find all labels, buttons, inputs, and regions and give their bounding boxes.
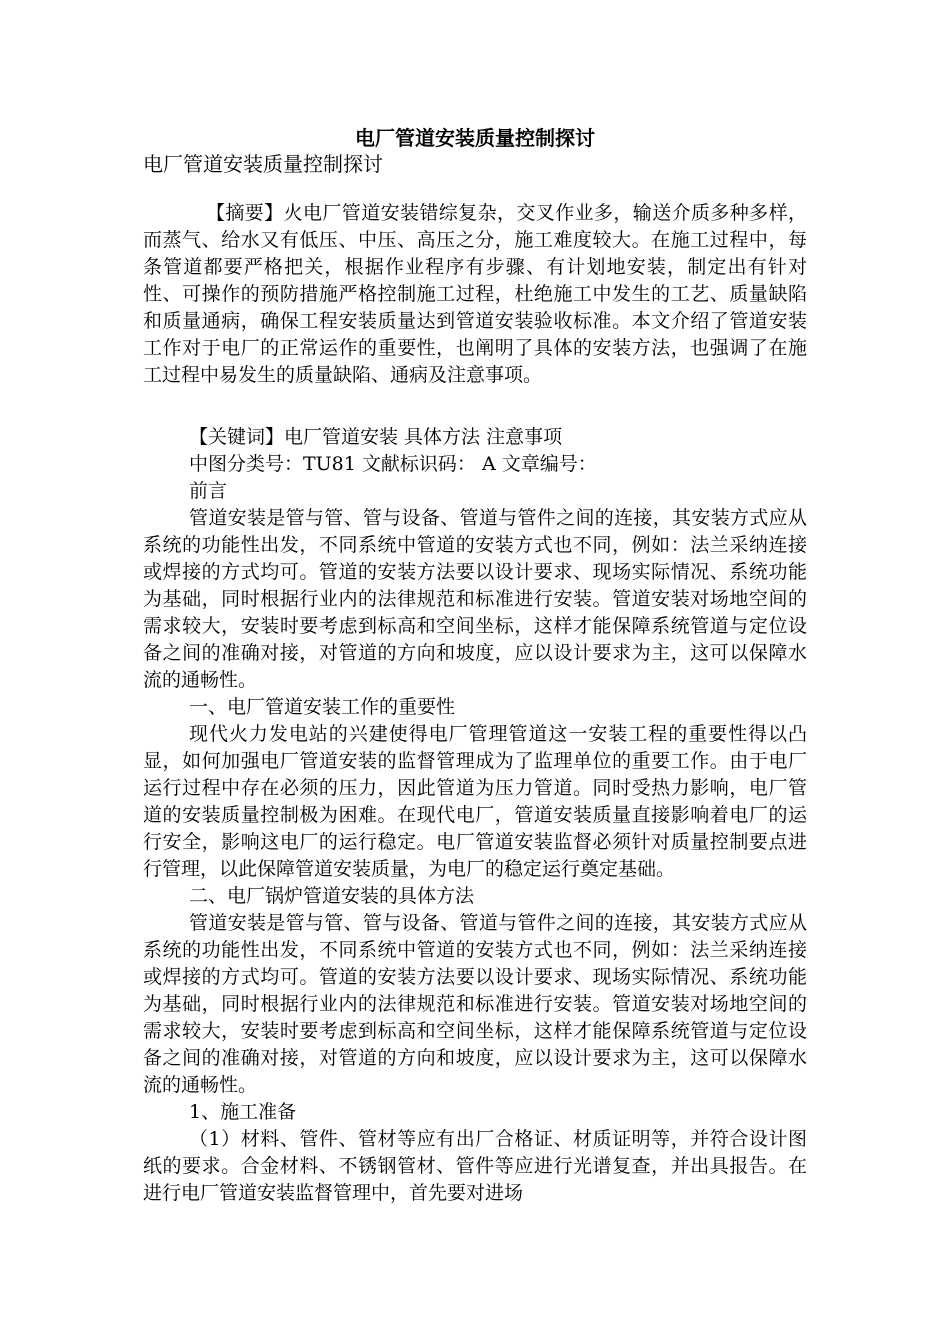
keywords-line: 【关键词】电厂管道安装 具体方法 注意事项 — [189, 426, 563, 448]
section1-paragraph: 现代火力发电站的兴建使得电厂管理管道这一安装工程的重要性得以凸显，如何加强电厂管道安装的监督管理成为了监理单位的重要工作。由于电厂运行过程中存在必须的压力，因此管道为压力管道。同时受热力影响，电厂管道的安装质量控制极为困难。在现代电厂，管道安装质量直接影响着电厂的运行安全，影响这电厂的运行稳定。电厂管道安装监督必须针对质量控制要点进行管理，以此保障管道安装质量，为电厂的稳定运行奠定基础。 — [143, 723, 807, 880]
abstract-paragraph: 【摘要】火电厂管道安装错综复杂，交叉作业多，输送介质多种多样，而蒸气、给水又有低压、中压、高压之分，施工难度较大。在施工过程中，每条管道都要严格把关，根据作业程序有步骤、有计划地安装，制定出有针对性、可操作的预防措施严格控制施工过程，杜绝施工中发生的工艺、质量缺陷和质量通病，确保工程安装质量达到管道安装验收标准。本文介绍了管道安装工作对于电厂的正常运作的重要性，也阐明了具体的安装方法，也强调了在施工过程中易发生的质量缺陷、通病及注意事项。 — [143, 202, 807, 386]
document-title: 电厂管道安装质量控制探讨 — [355, 126, 595, 150]
body-block — [143, 424, 807, 1207]
section2-heading: 二、电厂锅炉管道安装的具体方法 — [189, 885, 475, 907]
subsection1-paragraph: （1）材料、管件、管材等应有出厂合格证、材质证明等，并符合设计图纸的要求。合金材料、不锈钢管材、管件等应进行光谱复查，并出具报告。在进行电厂管道安装监督管理中，首先要对进场 — [143, 1128, 807, 1204]
document-subtitle: 电厂管道安装质量控制探讨 — [143, 152, 383, 176]
section1-heading: 一、电厂管道安装工作的重要性 — [189, 696, 456, 718]
classification-line: 中图分类号：TU81 文献标识码： A 文章编号： — [189, 453, 597, 475]
preface-heading: 前言 — [189, 480, 228, 502]
abstract-block — [143, 200, 807, 389]
preface-paragraph: 管道安装是管与管、管与设备、管道与管件之间的连接，其安装方式应从系统的功能性出发，不同系统中管道的安装方式也不同，例如：法兰采纳连接或焊接的方式均可。管道的安装方法要以设计要求、现场实际情况、系统功能为基础，同时根据行业内的法律规范和标准进行安装。管道安装对场地空间的需求较大，安装时要考虑到标高和空间坐标，这样才能保障系统管道与定位设备之间的准确对接，对管道的方向和坡度，应以设计要求为主，这可以保障水流的通畅性。 — [143, 507, 807, 691]
section2-paragraph: 管道安装是管与管、管与设备、管道与管件之间的连接，其安装方式应从系统的功能性出发，不同系统中管道的安装方式也不同，例如：法兰采纳连接或焊接的方式均可。管道的安装方法要以设计要求、现场实际情况、系统功能为基础，同时根据行业内的法律规范和标准进行安装。管道安装对场地空间的需求较大，安装时要考虑到标高和空间坐标，这样才能保障系统管道与定位设备之间的准确对接，对管道的方向和坡度，应以设计要求为主，这可以保障水流的通畅性。 — [143, 912, 807, 1096]
subsection1-heading: 1、施工准备 — [189, 1101, 297, 1123]
